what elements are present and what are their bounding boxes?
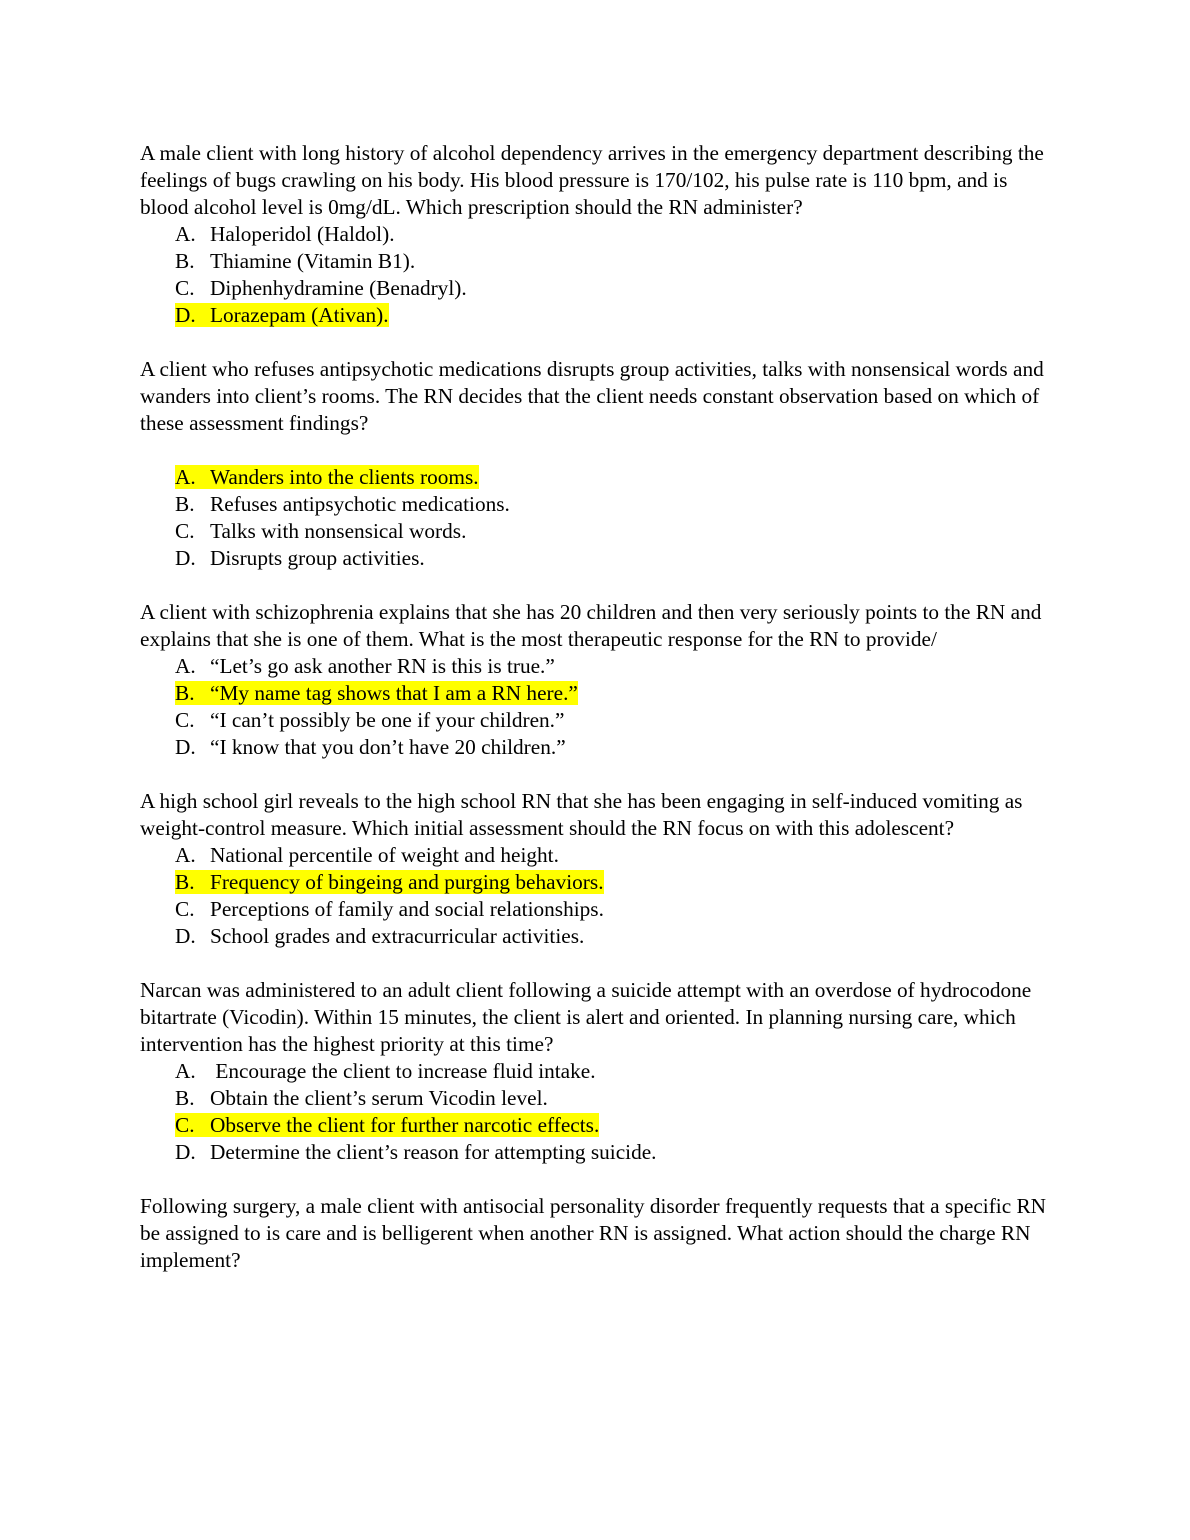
option-text: Diphenhydramine (Benadryl). bbox=[210, 276, 467, 300]
answer-options bbox=[140, 221, 1050, 329]
answer-options bbox=[140, 464, 1050, 572]
option-d-highlighted bbox=[175, 302, 1050, 329]
question-5 bbox=[140, 977, 1050, 1166]
option-text: School grades and extracurricular activities. bbox=[210, 924, 585, 948]
option-text: Observe the client for further narcotic effects. bbox=[210, 1113, 600, 1137]
option-letter: B. bbox=[175, 681, 195, 705]
highlighted-answer bbox=[175, 465, 479, 489]
highlighted-answer bbox=[175, 1113, 599, 1137]
option-b bbox=[175, 491, 1050, 518]
option-letter: A. bbox=[175, 465, 196, 489]
question-stem: A male client with long history of alcohol dependency arrives in the emergency department describing the feelings of bugs crawling on his body. His blood pressure is 170/102, his pulse rate is 110 bpm, and is blood alcohol level is 0mg/dL. Which prescription should the RN administer? bbox=[140, 141, 1044, 219]
option-b bbox=[175, 1085, 1050, 1112]
option-letter: C. bbox=[175, 897, 195, 921]
option-c bbox=[175, 275, 1050, 302]
option-letter: C. bbox=[175, 708, 195, 732]
option-text: National percentile of weight and height. bbox=[210, 843, 559, 867]
option-text: Frequency of bingeing and purging behaviors. bbox=[210, 870, 604, 894]
option-text: “My name tag shows that I am a RN here.” bbox=[210, 681, 578, 705]
option-d bbox=[175, 545, 1050, 572]
question-stem: Following surgery, a male client with antisocial personality disorder frequently requests that a specific RN be assigned to is care and is belligerent when another RN is assigned. What action should the charge RN implement? bbox=[140, 1194, 1047, 1272]
question-3 bbox=[140, 599, 1050, 761]
question-stem: Narcan was administered to an adult client following a suicide attempt with an overdose of hydrocodone bitartrate (Vicodin). Within 15 minutes, the client is alert and oriented. In planning nursing care, which intervention has the highest priority at this time? bbox=[140, 978, 1032, 1056]
blank-line bbox=[140, 437, 1050, 464]
option-c bbox=[175, 518, 1050, 545]
option-text: Perceptions of family and social relationships. bbox=[210, 897, 604, 921]
option-letter: D. bbox=[175, 303, 196, 327]
option-letter: D. bbox=[175, 546, 196, 570]
question-4 bbox=[140, 788, 1050, 950]
option-letter: A. bbox=[175, 843, 196, 867]
option-text: Talks with nonsensical words. bbox=[210, 519, 467, 543]
option-b-highlighted bbox=[175, 680, 1050, 707]
highlighted-answer bbox=[175, 870, 604, 894]
option-a-highlighted bbox=[175, 464, 1050, 491]
question-stem: A client who refuses antipsychotic medications disrupts group activities, talks with nonsensical words and wanders into client’s rooms. The RN decides that the client needs constant observation based on which of these assessment findings? bbox=[140, 357, 1044, 435]
question-2 bbox=[140, 356, 1050, 572]
option-letter: C. bbox=[175, 276, 195, 300]
answer-options bbox=[140, 842, 1050, 950]
option-letter: A. bbox=[175, 654, 196, 678]
option-letter: B. bbox=[175, 492, 195, 516]
option-letter: C. bbox=[175, 1113, 195, 1137]
highlighted-answer bbox=[175, 681, 578, 705]
option-letter: B. bbox=[175, 870, 195, 894]
option-letter: D. bbox=[175, 924, 196, 948]
option-text: Wanders into the clients rooms. bbox=[210, 465, 479, 489]
option-c bbox=[175, 896, 1050, 923]
option-text: Thiamine (Vitamin B1). bbox=[210, 249, 416, 273]
option-text: Obtain the client’s serum Vicodin level. bbox=[210, 1086, 548, 1110]
option-c bbox=[175, 707, 1050, 734]
option-text: Haloperidol (Haldol). bbox=[210, 222, 395, 246]
option-text: Determine the client’s reason for attempting suicide. bbox=[210, 1140, 657, 1164]
option-b-highlighted bbox=[175, 869, 1050, 896]
option-text: Refuses antipsychotic medications. bbox=[210, 492, 510, 516]
option-a bbox=[175, 1058, 1050, 1085]
document-page bbox=[140, 140, 1050, 1301]
option-letter: A. bbox=[175, 1059, 196, 1083]
option-letter: A. bbox=[175, 222, 196, 246]
question-6 bbox=[140, 1193, 1050, 1274]
question-stem: A high school girl reveals to the high school RN that she has been engaging in self-induced vomiting as weight-control measure. Which initial assessment should the RN focus on with this adolescent? bbox=[140, 789, 1023, 840]
option-text: “Let’s go ask another RN is this is true.” bbox=[210, 654, 555, 678]
option-text: Lorazepam (Ativan). bbox=[210, 303, 389, 327]
option-d bbox=[175, 923, 1050, 950]
answer-options bbox=[140, 653, 1050, 761]
option-letter: B. bbox=[175, 249, 195, 273]
option-d bbox=[175, 734, 1050, 761]
option-letter: B. bbox=[175, 1086, 195, 1110]
question-1 bbox=[140, 140, 1050, 329]
option-a bbox=[175, 221, 1050, 248]
option-b bbox=[175, 248, 1050, 275]
option-text: Encourage the client to increase fluid intake. bbox=[210, 1059, 596, 1083]
question-stem: A client with schizophrenia explains that she has 20 children and then very seriously points to the RN and explains that she is one of them. What is the most therapeutic response for the RN to provide/ bbox=[140, 600, 1042, 651]
option-c-highlighted bbox=[175, 1112, 1050, 1139]
option-letter: D. bbox=[175, 735, 196, 759]
option-text: “I can’t possibly be one if your children.” bbox=[210, 708, 565, 732]
answer-options bbox=[140, 1058, 1050, 1166]
highlighted-answer bbox=[175, 303, 389, 327]
option-a bbox=[175, 653, 1050, 680]
option-letter: D. bbox=[175, 1140, 196, 1164]
option-d bbox=[175, 1139, 1050, 1166]
option-text: “I know that you don’t have 20 children.” bbox=[210, 735, 566, 759]
option-a bbox=[175, 842, 1050, 869]
option-text: Disrupts group activities. bbox=[210, 546, 425, 570]
option-letter: C. bbox=[175, 519, 195, 543]
